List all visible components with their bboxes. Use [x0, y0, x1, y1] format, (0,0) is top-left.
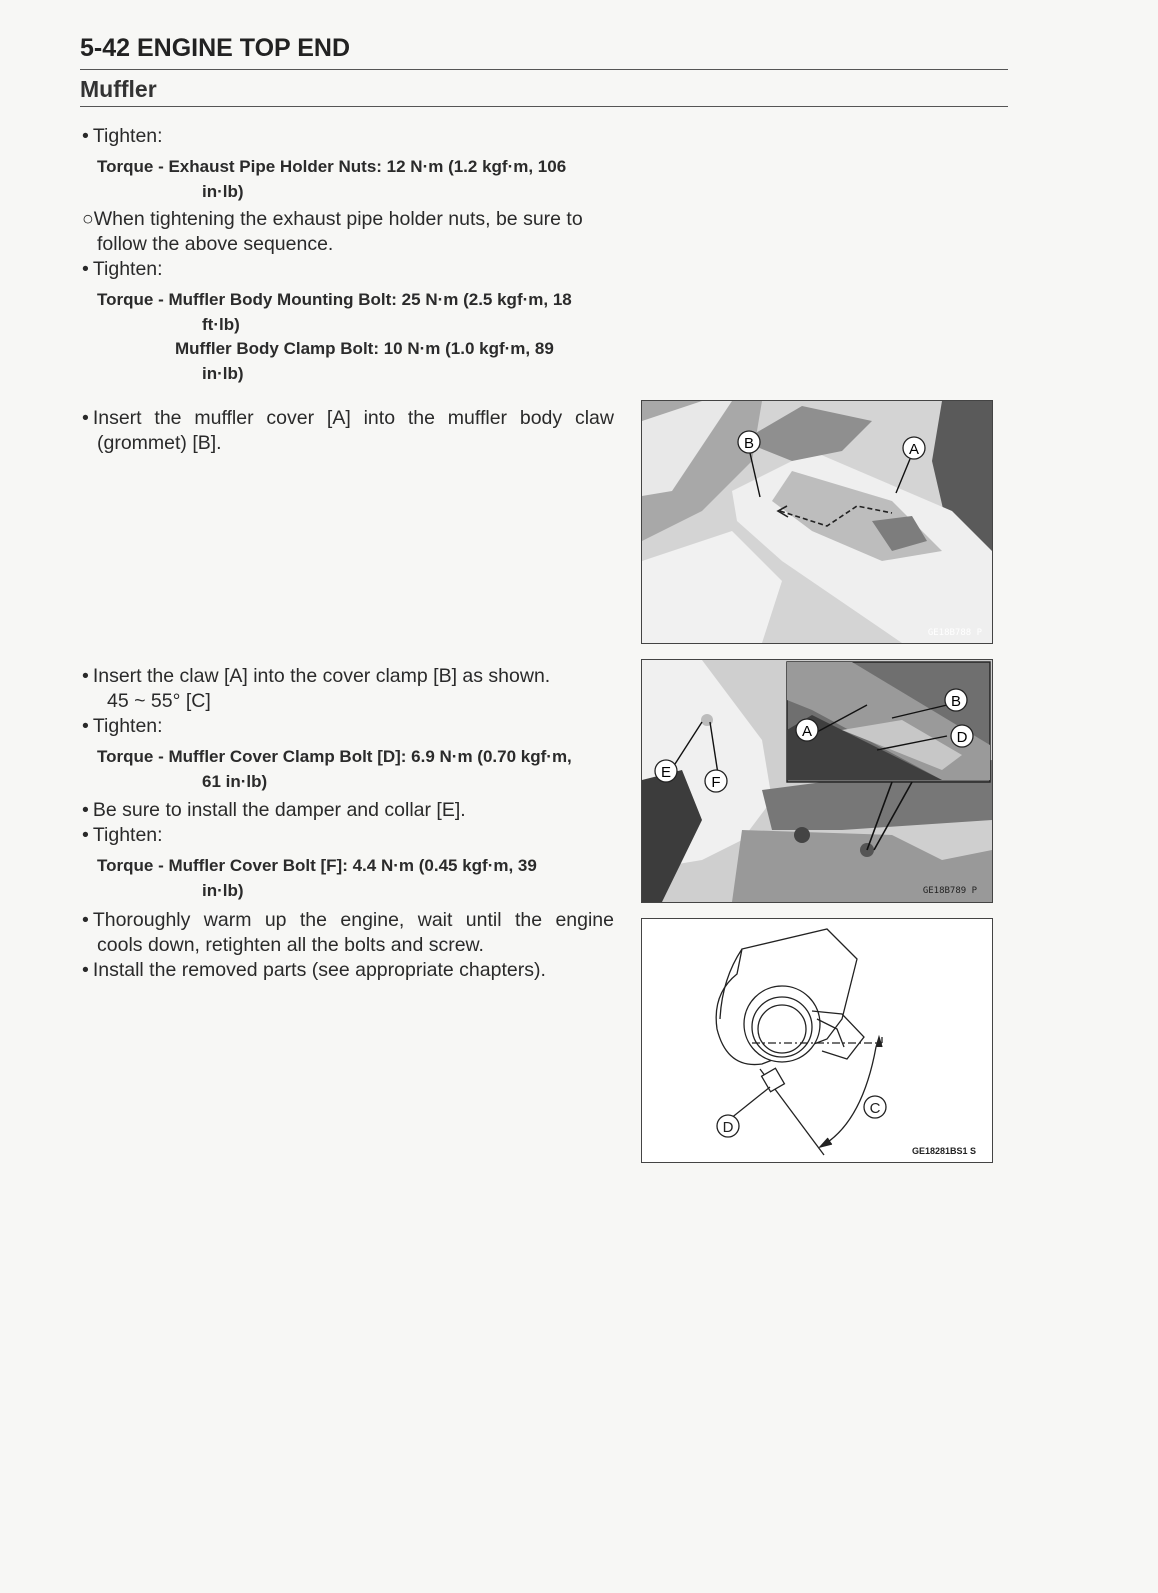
label-e-callout — [655, 760, 677, 782]
figure-code: GE18281BS1 S — [911, 1146, 976, 1156]
figure-code: GE18B789 P — [922, 886, 977, 896]
instruction-damper: • Be sure to install the damper and collar [E]. — [82, 798, 466, 823]
instruction-warm-up-cont: cools down, retighten all the bolts and screw. — [97, 934, 484, 956]
label-b-callout — [738, 431, 760, 453]
instruction-tighten-1: • Tighten: — [82, 124, 163, 149]
torque-spec-mounting-bolt-cont: ft·lb) — [202, 315, 240, 334]
torque-spec-clamp-bolt-cont: in·lb) — [202, 364, 244, 383]
label-f-callout — [705, 770, 727, 792]
note-sequence-cont: follow the above sequence. — [97, 233, 334, 255]
figure-code: GE18B788 P — [927, 628, 982, 638]
figure-clamp-angle-diagram — [641, 918, 993, 1163]
svg-text:A: A — [801, 723, 813, 740]
instruction-insert-claw: • Insert the claw [A] into the cover clamp [B] as shown. — [82, 664, 550, 689]
instruction-install-parts: • Install the removed parts (see appropriate chapters). — [82, 958, 546, 983]
svg-text:E: E — [660, 764, 672, 781]
torque-spec-exhaust-cont: in·lb) — [202, 182, 244, 201]
svg-text:B: B — [950, 693, 962, 710]
label-d-callout — [951, 725, 973, 747]
label-a-callout — [796, 719, 818, 741]
torque-spec-clamp-bolt: Muffler Body Clamp Bolt: 10 N·m (1.0 kgf·m, 89 — [175, 339, 554, 358]
label-a-callout — [903, 437, 925, 459]
svg-text:C: C — [869, 1100, 881, 1117]
torque-spec-exhaust: Torque - Exhaust Pipe Holder Nuts: 12 N·m (1.2 kgf·m, 106 — [97, 157, 567, 176]
svg-text:D: D — [722, 1119, 734, 1136]
instruction-tighten-3: • Tighten: — [82, 714, 163, 739]
instruction-insert-cover-cont: (grommet) [B]. — [97, 432, 222, 454]
torque-spec-mounting-bolt: Torque - Muffler Body Mounting Bolt: 25 N·m (2.5 kgf·m, 18 — [97, 290, 572, 309]
figure-muffler-cover-photo — [641, 400, 993, 644]
figure-claw-clamp-photo — [641, 659, 993, 903]
instruction-tighten-4: • Tighten: — [82, 823, 163, 848]
label-d-callout — [717, 1115, 739, 1137]
torque-spec-cover-bolt-cont: in·lb) — [202, 881, 244, 900]
instruction-warm-up: • Thoroughly warm up the engine, wait until the engine — [82, 908, 614, 933]
label-b-callout — [945, 689, 967, 711]
svg-text:F: F — [711, 774, 721, 791]
svg-text:A: A — [908, 441, 920, 458]
torque-spec-cover-clamp-bolt: Torque - Muffler Cover Clamp Bolt [D]: 6.9 N·m (0.70 kgf·m, — [97, 747, 572, 766]
svg-text:B: B — [743, 435, 755, 452]
svg-text:D: D — [956, 729, 968, 746]
page-title: 5-42 ENGINE TOP END — [80, 34, 350, 62]
section-title: Muffler — [80, 76, 157, 102]
instruction-insert-cover: • Insert the muffler cover [A] into the muffler body claw — [82, 406, 614, 431]
torque-spec-cover-bolt: Torque - Muffler Cover Bolt [F]: 4.4 N·m (0.45 kgf·m, 39 — [97, 856, 537, 875]
section-divider — [80, 106, 1008, 107]
label-c-callout — [864, 1096, 886, 1118]
torque-spec-cover-clamp-bolt-cont: 61 in·lb) — [202, 772, 268, 791]
title-divider — [80, 69, 1008, 70]
instruction-tighten-2: • Tighten: — [82, 257, 163, 282]
angle-spec: 45 ~ 55° [C] — [107, 690, 211, 712]
note-sequence: ○When tightening the exhaust pipe holder nuts, be sure to — [82, 208, 583, 230]
